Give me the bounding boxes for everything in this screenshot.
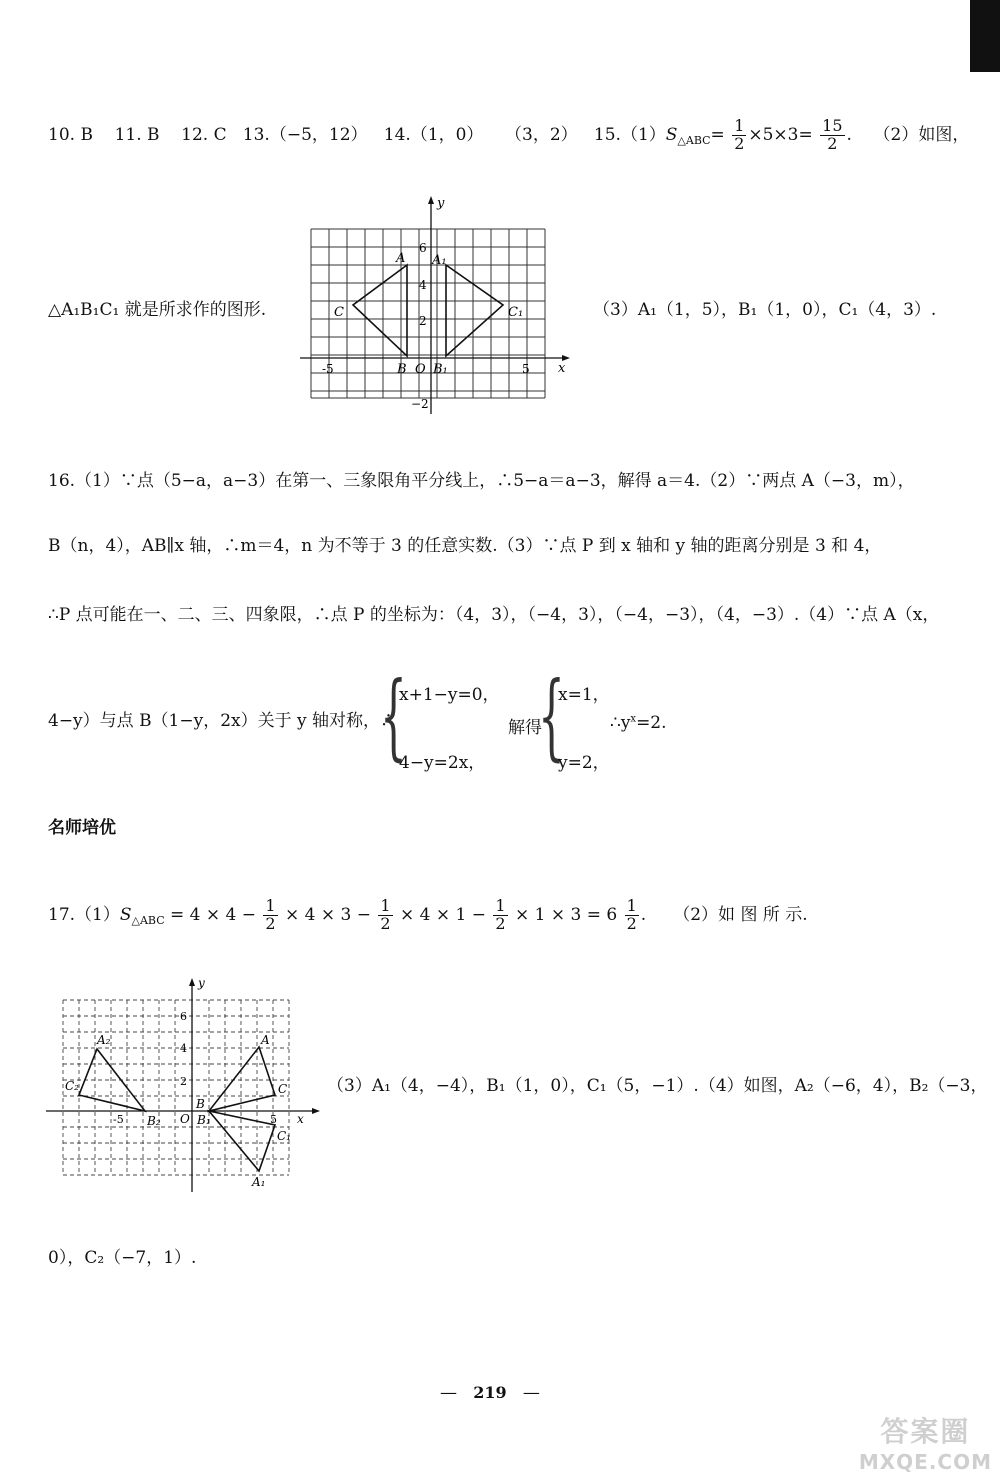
footer-dash-right: —: [522, 1383, 540, 1403]
q16-system-2-brace: {: [538, 662, 565, 771]
fraction-fifteen-halves: [820, 118, 844, 153]
q16-line-1: 16.（1）∵点（5−a，a−3）在第一、三象限角平分线上，∴5−a＝a−3，解得 a＝4.（2）∵两点 A（−3，m），: [48, 471, 915, 491]
figure-1-caption: △A₁B₁C₁ 就是所求作的图形.: [48, 300, 267, 320]
answer-15-part3: （3）A₁（1，5），B₁（1，0），C₁（4，3）.: [593, 300, 937, 320]
answer-12: 12. C: [181, 124, 227, 145]
q17-part3-text: （3）A₁（4，−4），B₁（1，0），C₁（5，−1）.（4）如图，A₂（−6，4），B₂（−3，: [327, 1076, 988, 1096]
page-footer: [440, 1385, 540, 1402]
fig1-labels: [334, 196, 566, 377]
answer-14b: （3，2）: [505, 124, 578, 145]
fraction-numerator: 1: [626, 896, 637, 915]
q16-conclusion: [610, 713, 667, 733]
fig1-label-b: B: [397, 362, 407, 377]
answer-15-part2: （2）如图，: [873, 124, 970, 145]
period: .: [640, 904, 647, 925]
q16-system-1-eq2: 4−y=2x，: [399, 753, 486, 773]
answers-line-10-15: [48, 118, 969, 153]
q16-system-2-eq1: x=1，: [558, 685, 610, 705]
answer-13: 13.（−5，12）: [242, 124, 368, 145]
q16-conclusion-base: ∴y: [610, 713, 631, 733]
page-edge-tab: [970, 0, 1000, 72]
fig2-grid: [63, 1000, 289, 1175]
fig2-x-arrow: [312, 1108, 320, 1114]
q17-part4-text: 0），C₂（−7，1）.: [48, 1248, 197, 1268]
answer-14a: 14.（1，0）: [383, 124, 484, 145]
fraction-half: [378, 898, 392, 933]
fraction-numerator: 1: [265, 896, 276, 915]
fig2-tick-y6: 6: [180, 1010, 187, 1023]
q17-line-1: [48, 898, 808, 933]
q16-line-2: B（n，4），AB∥x 轴，∴m＝4，n 为不等于 3 的任意实数.（3）∵点 P 到 x 轴和 y 轴的距离分别是 3 和 4，: [48, 536, 882, 556]
fig2-triangle-a1b1c1: [209, 1111, 275, 1171]
q16-conclusion-end: =2.: [636, 713, 667, 733]
answer-10: 10. B: [48, 124, 93, 145]
q17-part2: × 4 × 3 −: [285, 904, 371, 925]
answer-15-prefix: 15.（1）: [593, 124, 666, 145]
fraction-numerator: 1: [495, 896, 506, 915]
fig2-label-o: O: [180, 1112, 190, 1126]
fig1-tick-x-neg5: -5: [322, 362, 334, 376]
fraction-half: [732, 118, 746, 153]
fig1-label-y: y: [437, 196, 445, 211]
q17-part1: = 4 × 4 −: [170, 904, 257, 925]
fig2-triangle-abc: [209, 1047, 275, 1111]
fig2-label-x: x: [297, 1112, 304, 1126]
fig2-label-a1: A₁: [252, 1175, 266, 1189]
fig1-ticks: [322, 241, 530, 411]
fig2-label-c2: C₂: [65, 1079, 79, 1093]
fig2-label-b: B: [196, 1097, 205, 1111]
q17-part2-text: （2）如 图 所 示.: [673, 904, 808, 925]
fraction-numerator: 1: [380, 896, 391, 915]
page-number: 219: [473, 1383, 507, 1402]
fig1-label-a: A: [396, 251, 406, 266]
fig2-y-arrow: [189, 978, 195, 986]
fig2-label-y: y: [198, 976, 205, 990]
fig1-label-c: C: [334, 305, 344, 320]
fig1-y-arrow: [428, 196, 434, 204]
fig2-tick-x-neg5: -5: [113, 1113, 124, 1126]
fraction-half: [625, 898, 639, 933]
watermark-line-1: 答案圈: [880, 1415, 971, 1448]
fig1-tick-y2: 2: [419, 314, 427, 328]
area-subscript: △ABC: [131, 914, 165, 928]
area-symbol: S: [119, 904, 132, 925]
fig1-tick-y4: 4: [419, 278, 427, 292]
fig2-tick-y2: 2: [180, 1075, 187, 1088]
fraction-denominator: 2: [495, 913, 506, 933]
q16-solve-label: 解得: [508, 718, 542, 738]
fraction-numerator: 15: [822, 116, 843, 135]
fraction-denominator: 2: [734, 133, 745, 153]
fig1-label-c1: C₁: [508, 305, 524, 320]
fig1-label-b1: B₁: [433, 362, 448, 377]
section-title: 名师培优: [48, 818, 116, 838]
fig1-label-a1: A₁: [432, 253, 447, 268]
q16-line-4: 4−y）与点 B（1−y，2x）关于 y 轴对称，∴: [48, 711, 398, 731]
fig2-label-c: C: [278, 1082, 288, 1096]
site-watermark-logo: [859, 1410, 992, 1474]
fraction-half: [493, 898, 507, 933]
fraction-denominator: 2: [265, 913, 276, 933]
fraction-denominator: 2: [626, 913, 637, 933]
answer-11: 11. B: [114, 124, 160, 145]
area-subscript: △ABC: [677, 134, 711, 148]
watermark-line-2: MXQE.COM: [858, 1450, 992, 1474]
fig1-triangle-abc: [353, 265, 407, 356]
multiplication-expr: ×5×3=: [748, 124, 813, 145]
fig1-tick-y-neg2: −2: [411, 397, 429, 411]
fraction-denominator: 2: [380, 913, 391, 933]
fig2-label-a: A: [261, 1033, 270, 1047]
footer-dash-left: —: [440, 1383, 457, 1403]
q16-system-1-brace: {: [380, 662, 407, 771]
equals-sign: =: [710, 124, 725, 145]
fig2-label-b2: B₂: [147, 1114, 161, 1128]
figure-1-coordinate-grid: [300, 192, 580, 414]
fig2-tick-x5: 5: [270, 1113, 277, 1126]
fraction-half: [263, 898, 277, 933]
fig2-tick-y4: 4: [180, 1042, 187, 1055]
fig2-label-b1: B₁: [197, 1113, 211, 1127]
figure-2-coordinate-grid: [42, 972, 326, 1198]
fig2-label-a2: A₂: [97, 1033, 111, 1047]
fig1-label-x: x: [558, 361, 566, 376]
fig2-label-c1: C₁: [277, 1129, 291, 1143]
q16-system-1-eq1: x+1−y=0，: [399, 685, 500, 705]
q17-part4: × 1 × 3 = 6: [514, 904, 618, 925]
period: .: [846, 124, 852, 145]
q17-prefix: 17.（1）: [48, 904, 120, 925]
q16-conclusion-exponent: x: [630, 713, 637, 725]
fraction-denominator: 2: [827, 133, 838, 153]
area-symbol: S: [665, 124, 678, 145]
fig1-tick-x5: 5: [522, 362, 530, 376]
q16-line-3: ∴P 点可能在一、二、三、四象限，∴点 P 的坐标为：（4，3），（−4，3），（−4，−3），（4，−3）.（4）∵点 A（x，: [48, 605, 940, 625]
fig1-label-o: O: [415, 362, 426, 377]
q17-part3: × 4 × 1 −: [400, 904, 486, 925]
fraction-numerator: 1: [734, 116, 745, 135]
fig1-tick-y6: 6: [419, 241, 427, 255]
q16-system-2-eq2: y=2，: [558, 753, 610, 773]
